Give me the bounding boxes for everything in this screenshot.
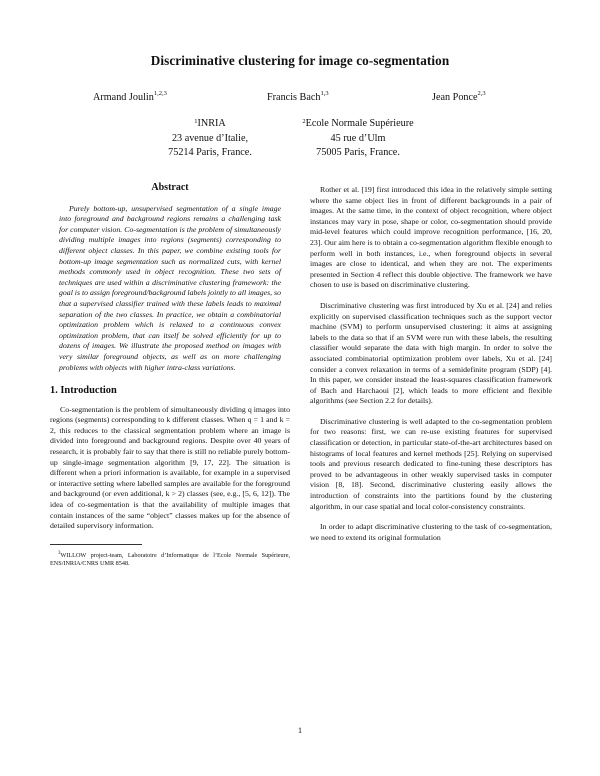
footnote xyxy=(50,550,290,569)
author-1 xyxy=(93,92,167,103)
page-number: 1 xyxy=(297,725,303,735)
body-paragraph: Rother et al. [19] first introduced this idea in the relatively simple setting where the same object lies in front of different backgrounds in a pair of images. At the same time, in the context of object recognition, where object instances may vary in pose, shape or color, co-segmentation should provide mid-level features which could improve recognition performance, [16, 20, 23]. Our aim here is to obtain a co-segmentation algorithm flexible enough to perform well in both instances, i.e., when foreground objects in several images are close to identical, and when they are not. The experiments presented in Section 4 reflect this double objective. The framework we have chosen to use is based on discriminative clustering. xyxy=(310,185,552,290)
author-name: Jean Ponce xyxy=(432,92,478,103)
footnote-divider xyxy=(50,544,142,545)
affil-line: 75214 Paris, France. xyxy=(168,147,252,158)
author-3 xyxy=(432,92,486,103)
affil-mark: 1 xyxy=(194,118,198,125)
intro-paragraph: Co-segmentation is the problem of simultaneously dividing q images into regions (segments) corresponding to k different classes. When q = 1 and k = 2, this reduces to the classical segmentation problem where an image is divided into foreground and background regions. Despite over 40 years of research, it is probably fair to say that there is still no reliable purely bottom-up single-image segmentation algorithm [9, 17, 22]. The situation is different when a priori information is available, for example in a supervised or interactive setting where labelled samples are available for the foreground and background (or even additional, k > 2) classes (see, e.g., [5, 6, 12]). The idea of co-segmentation is that the availability of multiple images that contain instances of the same “object” classes makes up for the absence of detailed supervisory information. xyxy=(50,404,290,531)
author-affil-marks: 1,2,3 xyxy=(153,90,167,97)
abstract-heading: Abstract xyxy=(151,182,189,193)
affil-line: 45 rue d’Ulm xyxy=(330,132,386,144)
abstract-text: Purely bottom-up, unsupervised segmentation of a single image into foreground and background regions remains a challenging task for computer vision. Co-segmentation is the problem of simultaneously dividing multiple images into regions (segments) corresponding to different object classes. In this paper, we combine existing tools for bottom-up image segmentation such as normalized cuts, with kernel methods commonly used in object recognition. These two sets of techniques are used within a discriminative clustering framework: the goal is to assign foreground/background labels jointly to all images, so that a supervised classifier trained with these labels leads to maximal separation of the two classes. In practice, we obtain a combinatorial optimization problem which is relaxed to a continuous convex optimization problem, that can itself be solved efficiently for up to dozens of images. We illustrate the proposed method on images with very similar foreground objects, as well as on more challenging problems with objects with higher intra-class variations. xyxy=(59,203,281,372)
affil-line: Ecole Normale Supérieure xyxy=(305,118,414,129)
left-column xyxy=(50,183,290,569)
affiliation-2 xyxy=(288,117,428,161)
author-affil-marks: 1,3 xyxy=(320,90,329,97)
affil-line: 75005 Paris, France. xyxy=(316,147,400,158)
footnote-mark: 3 xyxy=(58,550,61,556)
right-column xyxy=(310,185,552,543)
body-paragraph: In order to adapt discriminative clustering to the task of co-segmentation, we need to extend its original formulation xyxy=(310,522,552,542)
affiliation-1 xyxy=(145,117,275,161)
affil-mark: 2 xyxy=(302,118,306,125)
author-name: Armand Joulin xyxy=(93,92,154,103)
footnote-text: WILLOW project-team, Laboratoire d’Informatique de l’Ecole Normale Supérieure, ENS/INRIA/CNRS UMR 8548. xyxy=(50,551,290,568)
section-heading-introduction: 1. Introduction xyxy=(50,385,117,397)
body-paragraph: Discriminative clustering was first introduced by Xu et al. [24] and relies explicitly on supervised classification techniques such as the support vector machine (SVM) to perform unsupervised clustering: it aims at assigning labels to the data so that if an SVM were run with these labels, the resulting classifier would separate the data with high margin. In order to solve the associated combinatorial optimization problem over labels, Xu et al. [24] consider a convex relaxation in terms of a semidefinite program (SDP) [4]. In this paper, we consider instead the least-squares classification framework of Bach and Harchaoui [2], which leads to more efficient and flexible algorithms (see Section 2.2 for details). xyxy=(310,300,552,406)
affil-line: INRIA xyxy=(197,118,226,129)
author-2 xyxy=(267,92,329,103)
paper-title: Discriminative clustering for image co-segmentation xyxy=(150,53,450,68)
body-paragraph: Discriminative clustering is well adapted to the co-segmentation problem for two reasons: first, we can re-use existing features for supervised classification or detection, in particular state-of-the-art architectures based on histograms of local features and kernel methods [25]. Relying on supervised tools and previous research dedicated to fine-tuning these descriptors has proved to be advantageous in other weakly supervised tasks in computer vision [8, 18]. Second, discriminative clustering easily allows the introduction of constraints into the partitions found by the clustering algorithm, in our case spatial and local color-consistency constraints. xyxy=(310,416,552,511)
author-affil-marks: 2,3 xyxy=(477,90,486,97)
author-name: Francis Bach xyxy=(267,92,321,103)
affil-line: 23 avenue d’Italie, xyxy=(171,132,249,144)
